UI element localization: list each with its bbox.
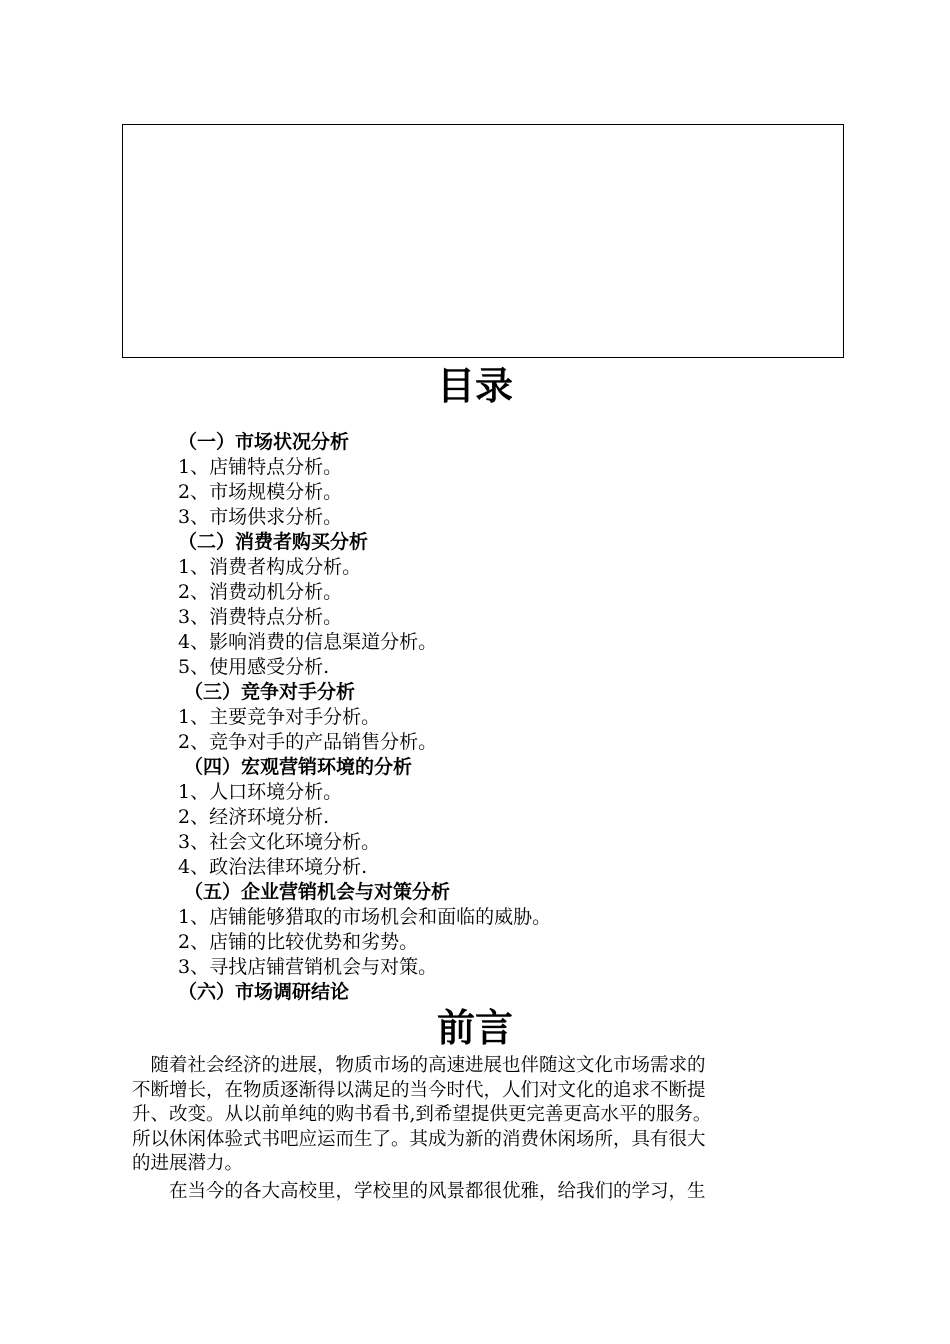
toc-section-heading: （四）宏观营销环境的分析: [184, 756, 413, 778]
toc-item: 4、政治法律环境分析.: [178, 856, 368, 878]
preface-line: 随着社会经济的进展，物质市场的高速进展也伴随这文化市场需求的: [132, 1055, 706, 1076]
toc-item: 3、寻找店铺营销机会与对策。: [178, 956, 438, 978]
toc-item: 1、主要竞争对手分析。: [178, 706, 381, 728]
table-of-contents: [178, 430, 778, 1005]
toc-item: 2、消费动机分析。: [178, 581, 343, 603]
toc-item: 2、经济环境分析.: [178, 806, 330, 828]
preface-line: 升、改变。从以前单纯的购书看书,到希望提供更完善更高水平的服务。: [132, 1104, 712, 1125]
toc-title: 目录: [436, 364, 513, 408]
blank-frame: [122, 124, 844, 358]
preface-line: 的进展潜力。: [132, 1153, 244, 1174]
toc-item: 1、店铺能够猎取的市场机会和面临的威胁。: [178, 906, 552, 928]
preface-line: 不断增长，在物质逐渐得以满足的当今时代，人们对文化的追求不断提: [132, 1079, 706, 1101]
preface-title: 前言: [436, 1006, 513, 1050]
toc-section-heading: （五）企业营销机会与对策分析: [184, 881, 451, 903]
toc-item: 5、使用感受分析.: [178, 656, 330, 678]
preface-paragraph-1: [132, 1054, 838, 1177]
toc-item: 3、消费特点分析。: [178, 606, 343, 628]
toc-item: 2、市场规模分析。: [178, 481, 343, 503]
toc-item: 4、影响消费的信息渠道分析。: [178, 631, 438, 653]
preface-line: 在当今的各大高校里，学校里的风景都很优雅，给我们的学习，生: [132, 1181, 706, 1202]
toc-section-heading: （一）市场状况分析: [178, 431, 350, 453]
toc-section-heading: （三）竞争对手分析: [184, 681, 356, 703]
toc-item: 3、市场供求分析。: [178, 506, 343, 528]
toc-item: 1、人口环境分析。: [178, 781, 343, 803]
preface-line: 所以休闲体验式书吧应运而生了。其成为新的消费休闲场所，具有很大: [132, 1128, 706, 1150]
toc-item: 1、消费者构成分析。: [178, 556, 362, 578]
toc-item: 2、竞争对手的产品销售分析。: [178, 731, 438, 753]
toc-section-heading: （六）市场调研结论: [178, 981, 350, 1003]
toc-section-heading: （二）消费者购买分析: [178, 531, 369, 553]
toc-item: 3、社会文化环境分析。: [178, 831, 381, 853]
toc-item: 1、店铺特点分析。: [178, 456, 343, 478]
toc-item: 2、店铺的比较优势和劣势。: [178, 931, 419, 953]
preface-paragraph-2: [132, 1180, 838, 1205]
